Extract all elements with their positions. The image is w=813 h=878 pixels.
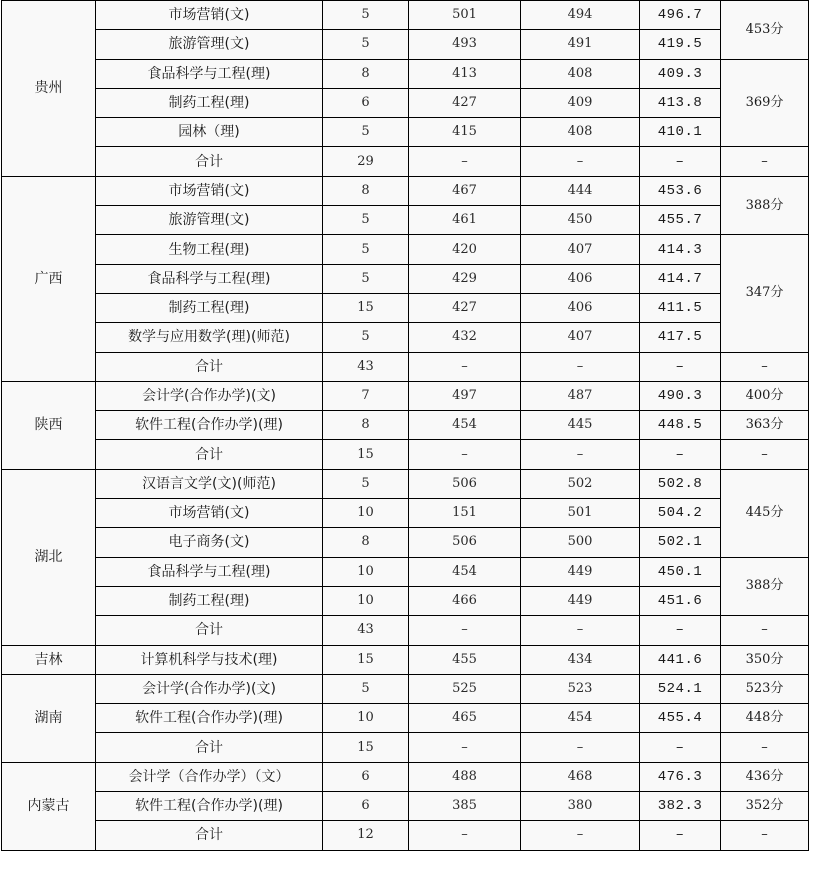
plan-count-cell: 5 [323, 235, 409, 264]
max-score-cell: 501 [409, 1, 521, 30]
major-cell: 合计 [96, 352, 323, 381]
subtotal-row [2, 352, 809, 381]
plan-count-cell: 10 [323, 704, 409, 733]
major-cell: 合计 [96, 440, 323, 469]
major-cell: 计算机科学与技术(理) [96, 645, 323, 674]
table-row [2, 235, 809, 264]
subtotal-row [2, 821, 809, 850]
plan-count-cell: 29 [323, 147, 409, 176]
plan-count-cell: 5 [323, 264, 409, 293]
min-score-cell: 445 [521, 411, 640, 440]
major-cell: 会计学(合作办学)(文) [96, 381, 323, 410]
table-row [2, 586, 809, 615]
table-row [2, 1, 809, 30]
max-score-cell: – [409, 821, 521, 850]
plan-count-cell: 15 [323, 645, 409, 674]
major-cell: 市场营销(文) [96, 176, 323, 205]
major-cell: 食品科学与工程(理) [96, 264, 323, 293]
table-row [2, 323, 809, 352]
province-cell: 贵州 [2, 1, 96, 177]
major-cell: 园林（理) [96, 118, 323, 147]
avg-score-cell: 451.6 [640, 586, 721, 615]
max-score-cell: 151 [409, 499, 521, 528]
avg-score-cell: 450.1 [640, 557, 721, 586]
plan-count-cell: 5 [323, 30, 409, 59]
control-line-cell: – [721, 147, 809, 176]
max-score-cell: 488 [409, 762, 521, 791]
avg-score-cell: 496.7 [640, 1, 721, 30]
avg-score-cell: 413.8 [640, 88, 721, 117]
control-line-cell: 369分 [721, 59, 809, 147]
max-score-cell: 466 [409, 586, 521, 615]
avg-score-cell: 411.5 [640, 293, 721, 322]
major-cell: 市场营销(文) [96, 1, 323, 30]
min-score-cell: – [521, 616, 640, 645]
control-line-cell: – [721, 440, 809, 469]
table-row [2, 206, 809, 235]
min-score-cell: – [521, 821, 640, 850]
plan-count-cell: 10 [323, 586, 409, 615]
max-score-cell: 467 [409, 176, 521, 205]
min-score-cell: 406 [521, 264, 640, 293]
table-row [2, 645, 809, 674]
plan-count-cell: 5 [323, 118, 409, 147]
max-score-cell: 420 [409, 235, 521, 264]
max-score-cell: 506 [409, 528, 521, 557]
plan-count-cell: 8 [323, 411, 409, 440]
avg-score-cell: 524.1 [640, 674, 721, 703]
max-score-cell: – [409, 616, 521, 645]
major-cell: 旅游管理(文) [96, 30, 323, 59]
major-cell: 制药工程(理) [96, 293, 323, 322]
avg-score-cell: – [640, 440, 721, 469]
min-score-cell: 380 [521, 792, 640, 821]
control-line-cell: 347分 [721, 235, 809, 352]
control-line-cell: 388分 [721, 557, 809, 616]
min-score-cell: 501 [521, 499, 640, 528]
table-row [2, 88, 809, 117]
control-line-cell: – [721, 616, 809, 645]
plan-count-cell: 6 [323, 88, 409, 117]
avg-score-cell: 453.6 [640, 176, 721, 205]
max-score-cell: 506 [409, 469, 521, 498]
plan-count-cell: 43 [323, 616, 409, 645]
table-row [2, 264, 809, 293]
min-score-cell: – [521, 147, 640, 176]
control-line-cell: 523分 [721, 674, 809, 703]
major-cell: 旅游管理(文) [96, 206, 323, 235]
table-row [2, 762, 809, 791]
min-score-cell: 408 [521, 59, 640, 88]
min-score-cell: 468 [521, 762, 640, 791]
avg-score-cell: 419.5 [640, 30, 721, 59]
min-score-cell: 406 [521, 293, 640, 322]
min-score-cell: – [521, 352, 640, 381]
table-row [2, 674, 809, 703]
plan-count-cell: 8 [323, 59, 409, 88]
table-row [2, 528, 809, 557]
plan-count-cell: 10 [323, 557, 409, 586]
max-score-cell: 455 [409, 645, 521, 674]
avg-score-cell: 455.4 [640, 704, 721, 733]
plan-count-cell: 15 [323, 440, 409, 469]
major-cell: 食品科学与工程(理) [96, 59, 323, 88]
plan-count-cell: 7 [323, 381, 409, 410]
major-cell: 食品科学与工程(理) [96, 557, 323, 586]
major-cell: 会计学（合作办学）（文） [96, 762, 323, 791]
max-score-cell: – [409, 147, 521, 176]
avg-score-cell: 448.5 [640, 411, 721, 440]
avg-score-cell: 502.1 [640, 528, 721, 557]
major-cell: 合计 [96, 616, 323, 645]
control-line-cell: – [721, 821, 809, 850]
control-line-cell: – [721, 733, 809, 762]
subtotal-row [2, 616, 809, 645]
control-line-cell: 350分 [721, 645, 809, 674]
max-score-cell: 493 [409, 30, 521, 59]
max-score-cell: 497 [409, 381, 521, 410]
min-score-cell: 449 [521, 557, 640, 586]
province-cell: 陕西 [2, 381, 96, 469]
table-row [2, 176, 809, 205]
avg-score-cell: – [640, 821, 721, 850]
major-cell: 制药工程(理) [96, 88, 323, 117]
major-cell: 会计学(合作办学)(文) [96, 674, 323, 703]
min-score-cell: 502 [521, 469, 640, 498]
max-score-cell: 465 [409, 704, 521, 733]
plan-count-cell: 10 [323, 499, 409, 528]
avg-score-cell: 410.1 [640, 118, 721, 147]
plan-count-cell: 8 [323, 528, 409, 557]
max-score-cell: 454 [409, 557, 521, 586]
min-score-cell: – [521, 440, 640, 469]
control-line-cell: 352分 [721, 792, 809, 821]
table-row [2, 59, 809, 88]
max-score-cell: 413 [409, 59, 521, 88]
max-score-cell: – [409, 440, 521, 469]
major-cell: 市场营销(文) [96, 499, 323, 528]
control-line-cell: 448分 [721, 704, 809, 733]
table-body [2, 1, 809, 851]
plan-count-cell: 8 [323, 176, 409, 205]
max-score-cell: 525 [409, 674, 521, 703]
avg-score-cell: 502.8 [640, 469, 721, 498]
avg-score-cell: – [640, 616, 721, 645]
plan-count-cell: 12 [323, 821, 409, 850]
plan-count-cell: 5 [323, 469, 409, 498]
table-row [2, 118, 809, 147]
min-score-cell: 449 [521, 586, 640, 615]
max-score-cell: 461 [409, 206, 521, 235]
max-score-cell: 432 [409, 323, 521, 352]
major-cell: 生物工程(理) [96, 235, 323, 264]
plan-count-cell: 15 [323, 733, 409, 762]
table-row [2, 381, 809, 410]
max-score-cell: 427 [409, 88, 521, 117]
plan-count-cell: 6 [323, 762, 409, 791]
avg-score-cell: 414.7 [640, 264, 721, 293]
admission-scores-table [1, 0, 809, 851]
plan-count-cell: 5 [323, 674, 409, 703]
plan-count-cell: 5 [323, 323, 409, 352]
major-cell: 数学与应用数学(理)(师范) [96, 323, 323, 352]
table-row [2, 469, 809, 498]
min-score-cell: – [521, 733, 640, 762]
control-line-cell: 400分 [721, 381, 809, 410]
province-cell: 湖南 [2, 674, 96, 762]
major-cell: 软件工程(合作办学)(理) [96, 704, 323, 733]
min-score-cell: 491 [521, 30, 640, 59]
min-score-cell: 407 [521, 235, 640, 264]
max-score-cell: – [409, 733, 521, 762]
avg-score-cell: 417.5 [640, 323, 721, 352]
table-row [2, 499, 809, 528]
min-score-cell: 407 [521, 323, 640, 352]
control-line-cell: – [721, 352, 809, 381]
admission-scores-table-container [1, 0, 809, 851]
max-score-cell: 427 [409, 293, 521, 322]
control-line-cell: 363分 [721, 411, 809, 440]
major-cell: 汉语言文学(文)(师范) [96, 469, 323, 498]
avg-score-cell: 414.3 [640, 235, 721, 264]
avg-score-cell: 441.6 [640, 645, 721, 674]
max-score-cell: 415 [409, 118, 521, 147]
max-score-cell: 429 [409, 264, 521, 293]
avg-score-cell: – [640, 733, 721, 762]
avg-score-cell: 476.3 [640, 762, 721, 791]
control-line-cell: 436分 [721, 762, 809, 791]
major-cell: 电子商务(文) [96, 528, 323, 557]
table-row [2, 792, 809, 821]
province-cell: 湖北 [2, 469, 96, 645]
min-score-cell: 500 [521, 528, 640, 557]
control-line-cell: 388分 [721, 176, 809, 235]
subtotal-row [2, 440, 809, 469]
plan-count-cell: 6 [323, 792, 409, 821]
min-score-cell: 494 [521, 1, 640, 30]
max-score-cell: – [409, 352, 521, 381]
major-cell: 软件工程(合作办学)(理) [96, 792, 323, 821]
min-score-cell: 450 [521, 206, 640, 235]
subtotal-row [2, 147, 809, 176]
plan-count-cell: 15 [323, 293, 409, 322]
avg-score-cell: – [640, 147, 721, 176]
major-cell: 合计 [96, 821, 323, 850]
avg-score-cell: 382.3 [640, 792, 721, 821]
min-score-cell: 408 [521, 118, 640, 147]
major-cell: 制药工程(理) [96, 586, 323, 615]
control-line-cell: 445分 [721, 469, 809, 557]
avg-score-cell: 504.2 [640, 499, 721, 528]
min-score-cell: 409 [521, 88, 640, 117]
plan-count-cell: 5 [323, 1, 409, 30]
max-score-cell: 454 [409, 411, 521, 440]
min-score-cell: 434 [521, 645, 640, 674]
avg-score-cell: 409.3 [640, 59, 721, 88]
table-row [2, 411, 809, 440]
subtotal-row [2, 733, 809, 762]
avg-score-cell: – [640, 352, 721, 381]
max-score-cell: 385 [409, 792, 521, 821]
table-row [2, 293, 809, 322]
min-score-cell: 454 [521, 704, 640, 733]
min-score-cell: 444 [521, 176, 640, 205]
table-row [2, 557, 809, 586]
major-cell: 合计 [96, 733, 323, 762]
plan-count-cell: 5 [323, 206, 409, 235]
control-line-cell: 453分 [721, 1, 809, 60]
table-row [2, 704, 809, 733]
min-score-cell: 487 [521, 381, 640, 410]
major-cell: 合计 [96, 147, 323, 176]
table-row [2, 30, 809, 59]
avg-score-cell: 455.7 [640, 206, 721, 235]
min-score-cell: 523 [521, 674, 640, 703]
major-cell: 软件工程(合作办学)(理) [96, 411, 323, 440]
plan-count-cell: 43 [323, 352, 409, 381]
province-cell: 内蒙古 [2, 762, 96, 850]
province-cell: 吉林 [2, 645, 96, 674]
province-cell: 广西 [2, 176, 96, 381]
avg-score-cell: 490.3 [640, 381, 721, 410]
